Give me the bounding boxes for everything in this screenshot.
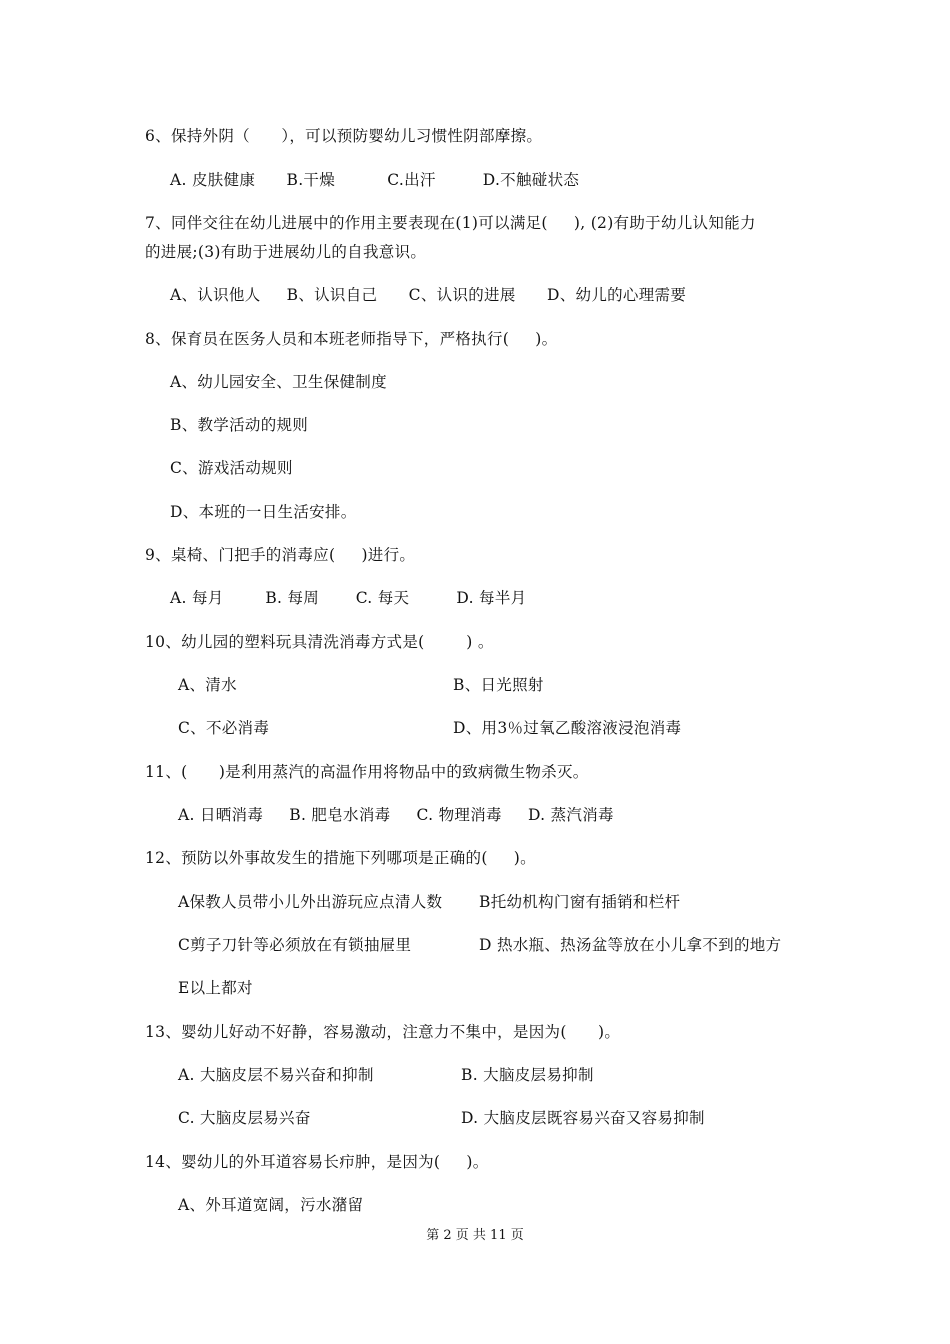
question-13-option-a: A. 大脑皮层不易兴奋和抑制 (178, 1066, 374, 1084)
question-10-option-c: C、不必消毒 (178, 719, 270, 737)
question-12-option-d: D 热水瓶、热汤盆等放在小儿拿不到的地方 (479, 936, 782, 954)
question-8-option-b: B、教学活动的规则 (170, 416, 309, 434)
question-12-option-a: A保教人员带小儿外出游玩应点清人数 (178, 893, 443, 911)
question-14-option-a: A、外耳道宽阔，污水潴留 (178, 1196, 364, 1214)
question-7-stem-line-1: 7、同伴交往在幼儿进展中的作用主要表现在(1)可以满足( ), (2)有助于幼儿认知能力 (145, 214, 756, 232)
question-12-option-b: B托幼机构门窗有插销和栏杆 (479, 893, 681, 911)
question-12-option-e: E以上都对 (178, 979, 253, 997)
question-8-stem: 8、保育员在医务人员和本班老师指导下，严格执行( )。 (145, 330, 558, 348)
question-11-options: A. 日晒消毒 B. 肥皂水消毒 C. 物理消毒 D. 蒸汽消毒 (178, 806, 614, 824)
question-12-option-c: C剪子刀针等必须放在有锁抽屉里 (178, 936, 412, 954)
question-11-stem: 11、( )是利用蒸汽的高温作用将物品中的致病微生物杀灭。 (145, 763, 589, 781)
question-10-stem: 10、幼儿园的塑料玩具清洗消毒方式是( ) 。 (145, 633, 494, 651)
question-6-stem: 6、保持外阴（ ），可以预防婴幼儿习惯性阴部摩擦。 (145, 127, 543, 145)
page-footer: 第 2 页 共 11 页 (426, 1228, 524, 1243)
question-13-stem: 13、婴幼儿好动不好静，容易激动，注意力不集中，是因为( )。 (145, 1023, 621, 1041)
question-9-options: A. 每月 B. 每周 C. 每天 D. 每半月 (170, 589, 527, 607)
question-13-option-b: B. 大脑皮层易抑制 (461, 1066, 594, 1084)
question-8-option-a: A、幼儿园安全、卫生保健制度 (170, 373, 387, 391)
question-8-option-d: D、本班的一日生活安排。 (170, 503, 357, 521)
question-10-option-a: A、清水 (178, 676, 237, 694)
question-13-option-c: C. 大脑皮层易兴奋 (178, 1109, 311, 1127)
question-7-stem-line-2: 的进展;(3)有助于进展幼儿的自我意识。 (145, 243, 427, 261)
question-9-stem: 9、桌椅、门把手的消毒应( )进行。 (145, 546, 416, 564)
question-12-stem: 12、预防以外事故发生的措施下列哪项是正确的( )。 (145, 849, 536, 867)
question-10-option-b: B、日光照射 (453, 676, 544, 694)
question-7-options: A、认识他人 B、认识自己 C、认识的进展 D、幼儿的心理需要 (170, 286, 687, 304)
question-13-option-d: D. 大脑皮层既容易兴奋又容易抑制 (461, 1109, 705, 1127)
question-6-options: A. 皮肤健康 B.干燥 C.出汗 D.不触碰状态 (170, 171, 580, 189)
question-8-option-c: C、游戏活动规则 (170, 459, 293, 477)
question-10-option-d: D、用3％过氧乙酸溶液浸泡消毒 (453, 719, 682, 737)
question-14-stem: 14、婴幼儿的外耳道容易长疖肿，是因为( )。 (145, 1153, 489, 1171)
